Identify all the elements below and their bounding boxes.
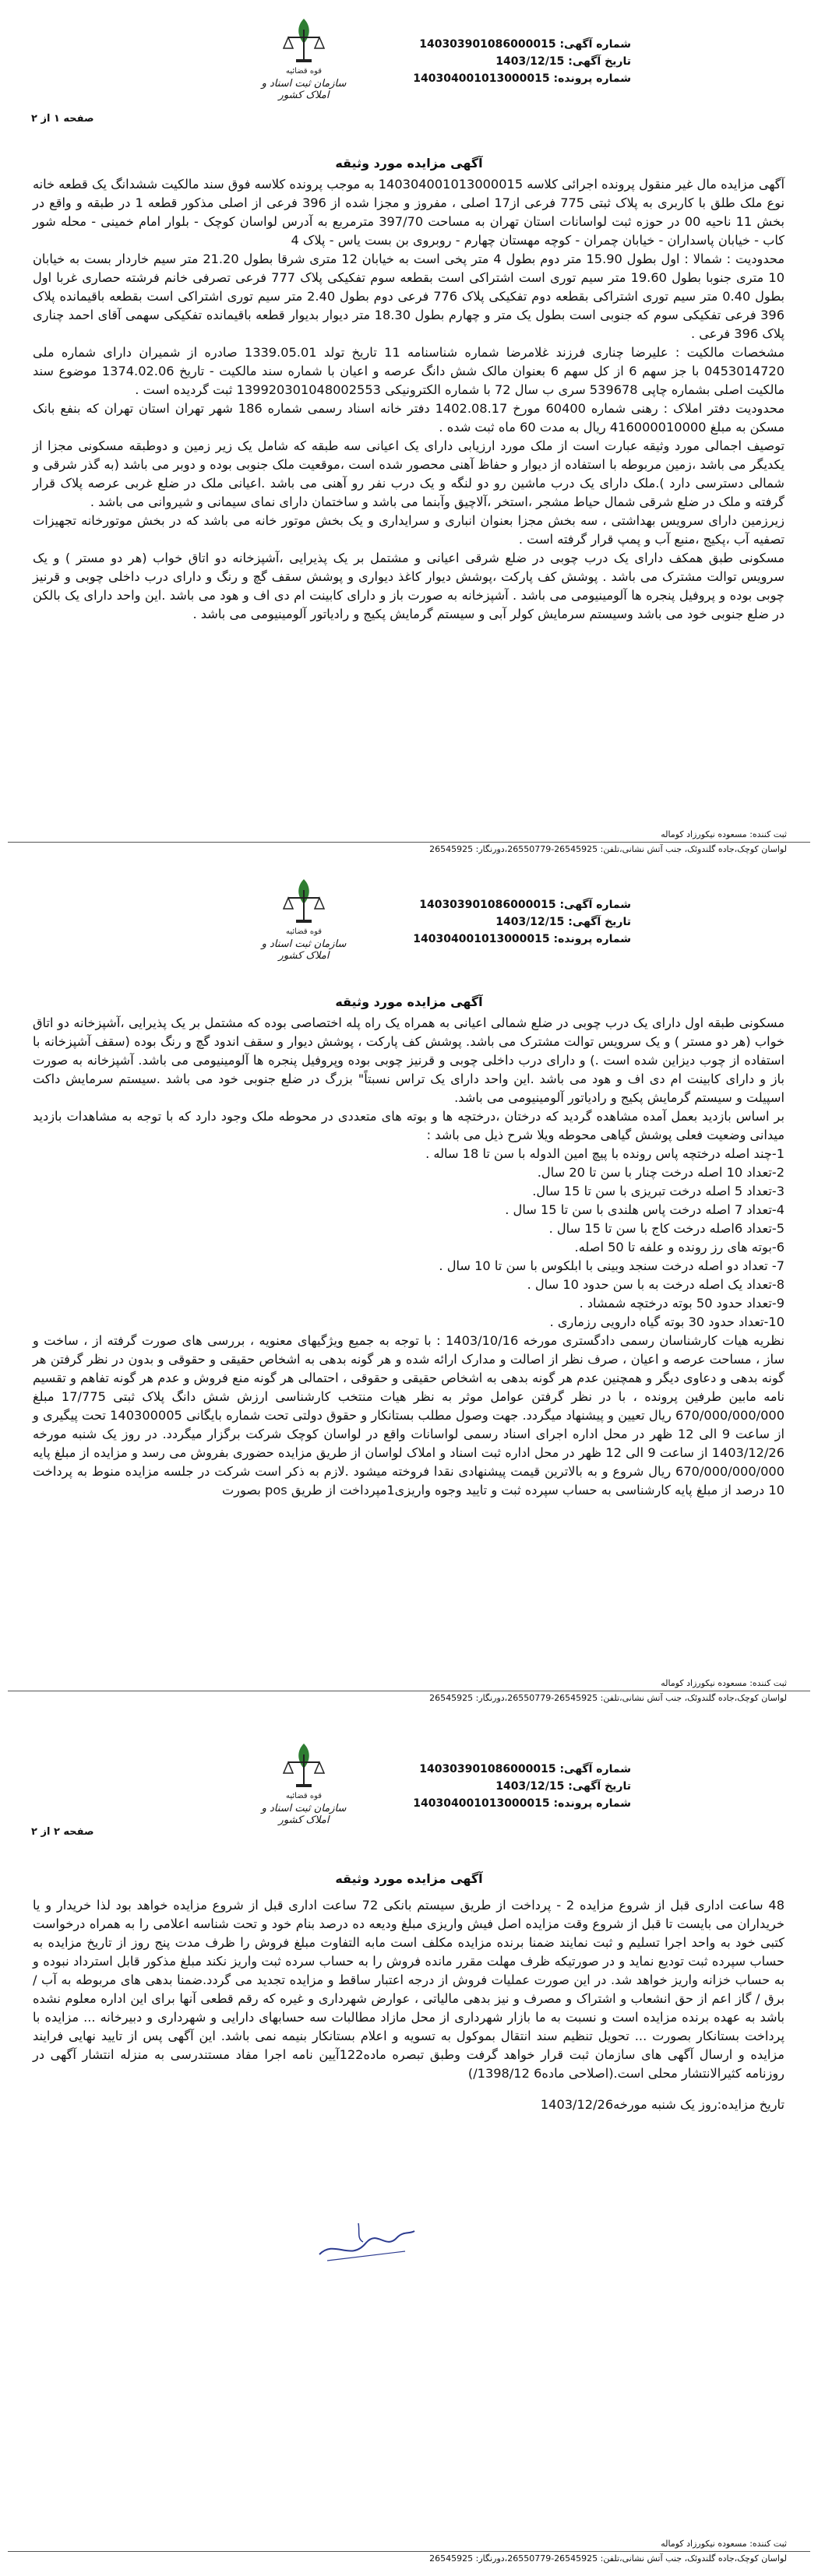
ad-date-label: تاریخ آگهی:	[568, 55, 631, 68]
ad-body	[33, 1014, 785, 1500]
list-item: 2-تعداد 10 اصله درخت چنار با سن تا 20 سال.	[537, 1165, 785, 1180]
svg-text:قوه قضائیه: قوه قضائیه	[285, 927, 323, 936]
ad-title: آگهی مزایده مورد وثیقه	[335, 1871, 483, 1886]
footer-recorder: ثبت کننده: مسعوده نیکورزاد کوماله	[661, 829, 787, 839]
ad-title: آگهی مزایده مورد وثیقه	[335, 156, 483, 171]
footer-divider	[8, 2551, 810, 2552]
page-marker: صفحه ۱ از ۲	[31, 113, 94, 125]
tree-list	[33, 1145, 785, 1332]
paragraph: نظریه هیات کارشناسان رسمی دادگستری مورخه 1403/10/16 : با توجه به جمیع ویژگیهای معنویه ، بررسی های صورت گرفته از ، ساخت و ساز ، مساحت عرصه و اعیان ، صرف نظر از اصالت و مدارک ارائه شده و هر گونه بدهی به اشخاص حقیقی و حقوقی و بدون در نظر گرفتن هر گونه بدهی و دعاوی دیگر و همچنین عدم هر گونه بدهی به اشخاص حقیقی و حقوقی ، احتمالی هر گونه منع فروش و عدم هر گونه تفاهم و تقسیم نامه مابین طرفین پرونده ، با در نظر گرفتن عوامل موثر به نظر هیات منتخب کارشناسی ارزش شش دانگ پلاک ثبتی 17/775 مبلغ 670/000/000/000 ریال تعیین و پیشنهاد میگردد. جهت وصول مطلب بستانکار و حقوق دولتی تحت شماره بایگانی 140300005 تحت پیگیری و از ساعت 9 الی 12 ظهر در محل اداره اجرای اسناد رسمی لواسانات واقع در لواسان کوچک شرکت برگزار میگردد. در روز یک شنبه مورخه 1403/12/26 از ساعت 9 الی 12 ظهر در محل اداره ثبت اسناد و املاک لواسان از طریق مزایده حضوری بفروش می رسد و مزایده از مبلغ پایه 670/000/000/000 ریال شروع و به بالاترین قیمت پیشنهادی نقدا فروخته میشود .لازم به ذکر است شرکت در جلسه مزایده منوط به پرداخت 10 درصد از مبلغ پایه کارشناسی به حساب سپرده ثبت و تایید وجوه واریزی1مپرداخت از طریق pos بصورت	[33, 1333, 785, 1497]
list-item: 7- تعداد دو اصله درخت سنجد وبینی با ابلکوس با سن تا 10 سال .	[439, 1258, 785, 1273]
paragraph: محدودیت دفتر املاک : رهنی شماره 60400 مورخ 1402.08.17 دفتر خانه اسناد رسمی شماره 186 شهر تهران استان تهران که بنفع بانک مسکن به مبلغ 416000010000 ریال به مدت 60 ماه ثبت شده .	[33, 401, 785, 435]
ad-number: 140303901086000015	[419, 899, 556, 911]
ad-meta	[397, 1761, 631, 1812]
list-item: 6-بوته های رز رونده و علفه تا 50 اصله.	[574, 1240, 785, 1255]
paragraph: توصیف اجمالی مورد وثیقه عبارت است از ملک مورد ارزیابی دارای یک اعیانی سه طبقه که شامل یک زیر زمین و دوطبقه مسکونی مجزا از یکدیگر می باشد ،زمین مربوطه با استفاده از دیوار و حفاظ آهنی محصور شده است ،موقعیت ملک جنوبی بوده و دوبر می باشد (به گذر شرقی و شمالی دسترسی دارد ).ملک دارای یک درب ماشین رو دو لنگه و یک درب نفر رو آهنی می باشد .اعیانی ملک در ضلع غربی عرصه پلاک قرار گرفته و ملک در ضلع شرقی شمال حیاط مشجر ،استخر ،آلاچیق وآبنما می باشد و ساختمان دارای نمای سیمانی و شیروانی می باشد .	[33, 438, 785, 509]
auction-date: تاریخ مزایده:روز یک شنبه مورخه1403/12/26	[540, 2097, 785, 2112]
list-item: 5-تعداد 6اصله درخت کاج با سن تا 15 سال .	[548, 1221, 785, 1236]
paragraph: آگهی مزایده مال غیر منقول پرونده اجرائی کلاسه 140304001013000015 به موجب پرونده کلاسه فوق سند مالکیت ششدانگ یک قطعه خانه نوع ملک طلق با کاربری به پلاک ثبتی 775 فرعی از17 اصلی ، مفروز و مجزا شده از 396 فرعی از اصلی مذکور قطعه 1 در طبقه و واقع در بخش 11 ناحیه 00 در حوزه ثبت لواسانات استان تهران به مساحت 397/70 مترمربع به آدرس لواسان کوچک - بلوار امام خمینی - محله شور کاب - خیابان پاسداران - خیابان چمران - کوچه مهستان چهارم - روبروی بن بست یاس - پلاک 4	[33, 177, 785, 248]
list-item: 3-تعداد 5 اصله درخت تبریزی با سن تا 15 سال.	[532, 1184, 785, 1198]
paragraph: مشخصات مالکیت : علیرضا چناری فرزند غلامرضا شماره شناسنامه 11 تاریخ تولد 1339.05.01 صادره از شمیران دارای شماره ملی 0453014720 با جز سهم 6 از کل سهم 6 بعنوان مالک شش دانگ عرصه و اعیان با شماره سند مالکیت - تاریخ 1374.02.06 موضوع سند مالکیت اصلی بشماره چاپی 539678 سری ب سال 72 با شماره الکترونیکی 139920301048002553 ثبت گردیده است .	[33, 345, 785, 397]
ad-date: 1403/12/15	[495, 55, 565, 68]
ad-body	[33, 175, 785, 624]
paragraph: زیرزمین دارای سرویس بهداشتی ، سه بخش مجزا بعنوان انباری و سرایداری و یک بخش موتور خانه می باشد که در بخش موتورخانه تجهیزات تصفیه آب ،پکیج ،منبع آب و پمپ قرار گرفته است .	[33, 513, 785, 547]
org-name: سازمان ثبت اسناد و املاک کشور	[261, 1803, 347, 1826]
paragraph: مسکونی طبق همکف دارای یک درب چوبی در ضلع شرقی اعیانی و مشتمل بر یک پذیرایی ،آشپزخانه دو اتاق خواب (هر دو مستر ) و یک سرویس توالت مشترک می باشد . پوشش کف پارکت ،پوشش دیوار کاغذ دیواری و پوشش سقف گچ و رنگ و دارای درب داخلی چوبی و قرنیز چوبی بوده و پروفیل پنجره ها آلومینیومی می باشد . آشپزخانه به صورت باز و دارای کابینت ام دی اف و هود می باشد .این واحد دارای یک بالکن در ضلع جنوبی خود می باشد وسیستم سرمایش کولر آبی و سیستم گرمایش پکیج و رادیاتور آلومینیومی می باشد .	[33, 551, 785, 621]
ad-number-label: شماره آگهی:	[559, 1763, 631, 1775]
footer-recorder: ثبت کننده: مسعوده نیکورزاد کوماله	[661, 1678, 787, 1688]
ad-date-label: تاریخ آگهی:	[568, 916, 631, 928]
list-item: 8-تعداد یک اصله درخت به با سن حدود 10 سال .	[527, 1277, 785, 1292]
signature-image	[312, 2208, 421, 2270]
page-marker: صفحه ۲ از ۲	[31, 1826, 94, 1838]
ad-number: 140303901086000015	[419, 1763, 556, 1775]
footer-address: لواسان کوچک،جاده گلندوئک، جنب آتش نشانی،تلفن: 26545925-26550779،دورنگار: 26545925	[429, 2553, 787, 2564]
ad-meta	[397, 36, 631, 87]
list-item: 10-تعداد حدود 30 بوته گیاه دارویی رزماری .	[549, 1314, 785, 1329]
list-item: 4-تعداد 7 اصله درخت پاس هلندی با سن تا 15 سال .	[505, 1202, 785, 1217]
svg-text:قوه قضائیه: قوه قضائیه	[285, 1792, 323, 1800]
footer-recorder: ثبت کننده: مسعوده نیکورزاد کوماله	[661, 2539, 787, 2549]
footer-address: لواسان کوچک،جاده گلندوئک، جنب آتش نشانی،تلفن: 26545925-26550779،دورنگار: 26545925	[429, 1693, 787, 1703]
paragraph: محدودیت : شمالا : اول بطول 15.90 متر دوم بطول 4 متر پخی است به خیابان 12 متری شرقا بطول 21.20 متر سیم خاردار بست به خیابان 10 متری جنوبا بطول 19.60 متر سیم توری است اشتراکی است بقطعه سوم تفکیکی پلاک 777 فرعی تصرفی خانم فرشته حصاری غربا اول بطول 0.40 متر سیم توری اشتراکی بقطعه دوم تفکیکی پلاک 776 فرعی دوم بطول 2.40 متر سیم توری اشتراکی است بقطعه باقیمانده پلاک 396 فرعی تفکیکی سوم که جنوبی است بطول یک متر و چهارم بطول 18.30 متر دیوار بدیوار قطعه باقیمانده تفکیکی سهمی آقای احمد چناری پلاک 396 فرعی .	[33, 252, 785, 341]
page-footer	[0, 829, 818, 855]
paragraph: بر اساس بازدید بعمل آمده مشاهده گردید که درختان ،درختچه ها و بوته های متعددی در محوطه ملک وجود دارد که با توجه به مشاهدات بازدید میدانی وضعیت فعلی پوشش گیاهی محوطه ویلا شرح ذیل می باشد :	[33, 1109, 785, 1142]
justice-scales-icon	[280, 14, 327, 76]
footer-divider	[8, 842, 810, 843]
justice-scales-icon	[280, 875, 327, 937]
footer-address: لواسان کوچک،جاده گلندوئک، جنب آتش نشانی،تلفن: 26545925-26550779،دورنگار: 26545925	[429, 844, 787, 854]
registration-emblem	[257, 1739, 351, 1840]
registration-emblem	[257, 875, 351, 976]
page-footer	[0, 2539, 818, 2564]
case-number-label: شماره پرونده:	[553, 1797, 631, 1810]
list-item: 1-چند اصله درختچه پاس رونده با پیچ امین الدوله با سن تا 18 ساله .	[425, 1146, 785, 1161]
case-number: 140304001013000015	[413, 1797, 550, 1810]
case-number: 140304001013000015	[413, 933, 550, 945]
org-name: سازمان ثبت اسناد و املاک کشور	[261, 938, 347, 962]
case-number-label: شماره پرونده:	[553, 72, 631, 85]
ad-date: 1403/12/15	[495, 1780, 565, 1793]
justice-scales-icon	[280, 1739, 327, 1801]
ad-number-label: شماره آگهی:	[559, 38, 631, 51]
ad-date-label: تاریخ آگهی:	[568, 1780, 631, 1793]
paragraph: 48 ساعت اداری قبل از شروع مزایده 2 - پرداخت از طریق سیستم بانکی 72 ساعت اداری قبل از شروع مزایده خواهد بود لذا خریدار و یا خریداران می بایست تا قبل از شروع وقت مزایده اصل فیش واریزی مبلغ ودیعه ده درصد بنام خود و تحت شناسه اعلامی را به همراه درخواست کتبی خود به واحد اجرا تسلیم و ثبت نمایند ضمنا برنده مزایده مکلف است مابه التفاوت مبلغ فروش را ظرف مدت پنج روز از تاریخ مزایده به حساب سپرده ثبت توديع نمايد و در صورتیکه ظرف مهلت مقرر مانده فروش را به حساب سرده ثبت واریز نکند مبلغ مذکور قابل استرداد نبوده و به حساب خزانه واریز خواهد شد. در این صورت عملیات فروش از درجه اعتبار ساقط و مزایده تجدید می گردد.ضمنا بدهی های مربوطه به آب / برق / گاز اعم از حق انشعاب و اشتراک و مصرف و نیز بدهی مالیاتی ، عوارض شهرداری و غیره که رقم قطعی آنها برای این اداره معلوم نشده باشد به عهده برنده مزایده است و نسبت به ما بازار شهرداری از محل مازاد مطالبات سه حسابهای دارایی و شهرداری و دبیرخانه ... مزایده با پرداخت بستانکار بصورت ... تحویل تنظیم سند انتقال بموکول به تسویه و اعلام بستانکار بنیمه نمی باشد. این آگهی پس از تایید نهایی فرایند مزایده و ارسال آگهی های سازمان ثبت قرار خواهد گرفت وطبق تبصره ماده122آیین نامه اجرا مفاد مستندرسی به منزله انتشار آگهی در روزنامه کثیرالانتشار محلی است.(اصلاحی ماده6 1398/12/)	[33, 1898, 785, 2081]
page-footer	[0, 1678, 818, 1704]
ad-body	[33, 1896, 785, 2114]
registration-emblem	[257, 14, 351, 115]
list-item: 9-تعداد حدود 50 بوته درختچه شمشاد .	[579, 1296, 785, 1311]
case-number: 140304001013000015	[413, 72, 550, 85]
org-name: سازمان ثبت اسناد و املاک کشور	[261, 78, 347, 101]
case-number-label: شماره پرونده:	[553, 933, 631, 945]
ad-number-label: شماره آگهی:	[559, 899, 631, 911]
paragraph: مسکونی طبقه اول دارای یک درب چوبی در ضلع شمالی اعیانی به همراه یک راه پله اختصاصی بوده که مشتمل بر یک پذیرایی ،آشپزخانه دو اتاق خواب (هر دو مستر ) و یک سرویس توالت مشترک می باشد. پوشش کف پارکت ، پوشش دیوار و سقف اندود گچ و رنگ بوده (سقف آشپزخانه با استفاده از چوب دیزاین شده است .) و دارای درب داخلی چوبی و قرنیز چوبی بوده وپروفیل پنجره ها آلومینیومی می باشد. آشپزخانه به صورت باز و دارای کابینت ام دی اف و هود می باشد .این واحد دارای یک تراس نسبتاً" بزرگ در ضلع جنوبی خود می باشد .سیستم سرمایش داکت اسپیلت و سیستم گرمایش پکیج و رادیاتور آلومینیومی می باشد.	[33, 1015, 785, 1105]
ad-date: 1403/12/15	[495, 916, 565, 928]
ad-title: آگهی مزایده مورد وثیقه	[335, 994, 483, 1009]
ad-meta	[397, 896, 631, 948]
ad-number: 140303901086000015	[419, 38, 556, 51]
svg-text:قوه قضائیه: قوه قضائیه	[285, 67, 323, 76]
